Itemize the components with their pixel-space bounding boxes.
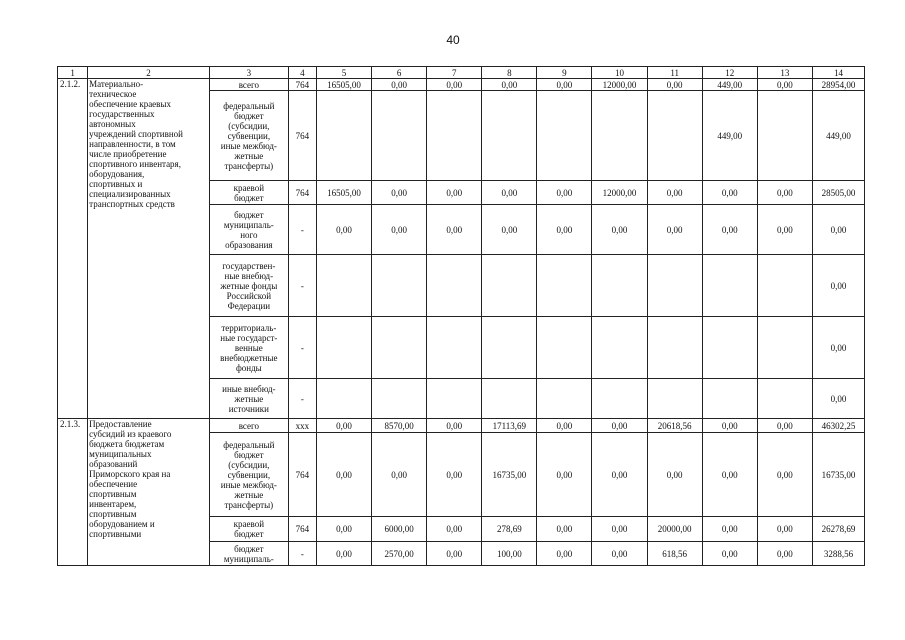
year-value: [647, 255, 702, 317]
year-value: [592, 317, 647, 379]
table-row: [58, 419, 865, 433]
year-value: 12000,00: [592, 79, 647, 91]
year-value: 0,00: [592, 517, 647, 542]
year-value: [537, 317, 592, 379]
year-value: [482, 91, 537, 181]
item-name-line: оборудования,: [89, 169, 145, 179]
total-value: 28505,00: [812, 181, 864, 205]
funding-source-line: всего: [238, 79, 259, 90]
column-header: 7: [427, 67, 482, 79]
budget-code: -: [288, 379, 316, 419]
page-number: 40: [446, 33, 460, 47]
year-value: 449,00: [702, 91, 757, 181]
year-value: 0,00: [757, 181, 812, 205]
column-header: 6: [372, 67, 427, 79]
year-value: 0,00: [592, 205, 647, 255]
funding-source-line: иные внебюд-: [222, 383, 276, 394]
year-value: 0,00: [647, 79, 702, 91]
column-header: 3: [209, 67, 288, 79]
year-value: 0,00: [757, 433, 812, 517]
year-value: [427, 91, 482, 181]
year-value: 0,00: [537, 181, 592, 205]
year-value: [372, 317, 427, 379]
year-value: [316, 379, 371, 419]
funding-source-line: жетные: [234, 150, 264, 161]
column-header: 11: [647, 67, 702, 79]
funding-source: [209, 542, 288, 566]
year-value: 0,00: [702, 181, 757, 205]
funding-source: [209, 79, 288, 91]
funding-source-line: федеральный: [223, 100, 275, 111]
year-value: 0,00: [702, 205, 757, 255]
item-name-line: образований: [89, 459, 138, 469]
funding-source-line: иные межбюд-: [220, 140, 277, 151]
funding-source-line: федеральный: [223, 439, 275, 450]
year-value: [537, 255, 592, 317]
year-value: 6000,00: [372, 517, 427, 542]
column-header: 2: [88, 67, 210, 79]
table-body: [58, 67, 865, 566]
funding-source-line: бюджет: [234, 543, 264, 554]
total-value: 449,00: [812, 91, 864, 181]
column-header: 4: [288, 67, 316, 79]
total-value: 16735,00: [812, 433, 864, 517]
funding-source-line: Федерации: [227, 300, 271, 311]
column-header: 13: [757, 67, 812, 79]
item-name: [88, 79, 210, 419]
year-value: 0,00: [372, 79, 427, 91]
year-value: [482, 379, 537, 419]
item-name-line: обеспечение краевых: [89, 99, 171, 109]
year-value: [372, 91, 427, 181]
funding-source-line: источники: [228, 403, 269, 414]
year-value: 16505,00: [316, 181, 371, 205]
year-value: 0,00: [757, 517, 812, 542]
item-name-line: специализированных: [89, 189, 171, 199]
column-header: 8: [482, 67, 537, 79]
year-value: [757, 91, 812, 181]
funding-source-line: трансферты): [224, 499, 274, 510]
item-name-line: субсидий из краевого: [89, 429, 172, 439]
funding-source-line: ного: [240, 229, 258, 240]
budget-code: 764: [288, 181, 316, 205]
year-value: 0,00: [427, 517, 482, 542]
item-name-line: автономных: [89, 119, 136, 129]
year-value: [427, 379, 482, 419]
item-name-line: техническое: [89, 89, 137, 99]
item-number: 2.1.3.: [58, 419, 88, 566]
year-value: 100,00: [482, 542, 537, 566]
item-name-line: государственных: [89, 109, 155, 119]
funding-source: [209, 181, 288, 205]
year-value: [592, 91, 647, 181]
year-value: [702, 379, 757, 419]
year-value: 0,00: [482, 79, 537, 91]
year-value: 17113,69: [482, 419, 537, 433]
year-value: [702, 255, 757, 317]
year-value: 2570,00: [372, 542, 427, 566]
year-value: 0,00: [427, 79, 482, 91]
budget-code: -: [288, 255, 316, 317]
year-value: [537, 91, 592, 181]
column-header: 12: [702, 67, 757, 79]
funding-source-line: субвенции,: [227, 130, 271, 141]
year-value: 0,00: [537, 205, 592, 255]
funding-source: [209, 379, 288, 419]
year-value: 0,00: [316, 542, 371, 566]
year-value: 449,00: [702, 79, 757, 91]
funding-source-line: краевой: [233, 519, 265, 529]
year-value: 20618,56: [647, 419, 702, 433]
year-value: [757, 379, 812, 419]
funding-source-line: бюджет: [234, 209, 264, 220]
item-name-line: числе приобретение: [89, 149, 167, 159]
item-name-line: инвентарем,: [89, 499, 137, 509]
funding-source-line: жетные фонды: [220, 280, 278, 291]
year-value: 16505,00: [316, 79, 371, 91]
budget-table: [57, 66, 865, 566]
year-value: 0,00: [537, 433, 592, 517]
year-value: 0,00: [647, 181, 702, 205]
year-value: [482, 317, 537, 379]
year-value: [592, 255, 647, 317]
funding-source: [209, 205, 288, 255]
year-value: 20000,00: [647, 517, 702, 542]
year-value: [316, 255, 371, 317]
year-value: 278,69: [482, 517, 537, 542]
year-value: [316, 317, 371, 379]
year-value: 0,00: [427, 419, 482, 433]
item-name-line: транспортных средств: [89, 199, 175, 209]
year-value: [316, 91, 371, 181]
column-header: 1: [58, 67, 88, 79]
year-value: 0,00: [372, 433, 427, 517]
year-value: 0,00: [372, 205, 427, 255]
total-value: 0,00: [812, 255, 864, 317]
item-name-line: спортивных и: [89, 179, 143, 189]
funding-source-line: трансферты): [224, 160, 274, 171]
year-value: 0,00: [592, 542, 647, 566]
funding-source-line: венные: [234, 342, 263, 353]
column-header: 5: [316, 67, 371, 79]
funding-source-line: жетные: [234, 393, 264, 404]
funding-source: [209, 517, 288, 542]
table-row: [58, 79, 865, 91]
funding-source: [209, 91, 288, 181]
budget-code: -: [288, 205, 316, 255]
year-value: 0,00: [757, 419, 812, 433]
funding-source-line: государствен-: [222, 260, 276, 271]
year-value: [592, 379, 647, 419]
year-value: 0,00: [482, 205, 537, 255]
funding-source-line: иные межбюд-: [220, 479, 277, 490]
budget-code: ххх: [288, 419, 316, 433]
header-row: [58, 67, 865, 79]
funding-source-line: жетные: [234, 489, 264, 500]
year-value: 0,00: [482, 181, 537, 205]
item-name-line: муниципальных: [89, 449, 152, 459]
year-value: [647, 91, 702, 181]
year-value: 0,00: [537, 419, 592, 433]
funding-source-line: территориаль-: [221, 322, 277, 333]
item-name-line: спортивным: [89, 489, 137, 499]
item-number: 2.1.2.: [58, 79, 88, 419]
item-name-line: Материально-: [89, 79, 144, 89]
item-name-line: бюджета бюджетам: [89, 439, 165, 449]
item-name-line: спортивным: [89, 509, 137, 519]
funding-source-line: бюджет: [234, 449, 264, 460]
year-value: [372, 255, 427, 317]
funding-source-line: внебюджетные: [220, 352, 278, 363]
column-header: 9: [537, 67, 592, 79]
year-value: 0,00: [757, 205, 812, 255]
funding-source-line: ные внебюд-: [224, 270, 274, 281]
budget-code: 764: [288, 79, 316, 91]
year-value: [647, 317, 702, 379]
year-value: 0,00: [427, 181, 482, 205]
budget-code: -: [288, 317, 316, 379]
year-value: [757, 255, 812, 317]
funding-source-line: (субсидии,: [228, 459, 270, 470]
year-value: [702, 317, 757, 379]
funding-source-line: субвенции,: [227, 469, 271, 480]
year-value: 0,00: [757, 79, 812, 91]
funding-source-line: фонды: [235, 362, 262, 373]
year-value: 0,00: [702, 433, 757, 517]
year-value: 0,00: [647, 205, 702, 255]
year-value: 0,00: [316, 205, 371, 255]
total-value: 0,00: [812, 205, 864, 255]
year-value: 0,00: [427, 433, 482, 517]
funding-source: [209, 433, 288, 517]
year-value: [537, 379, 592, 419]
year-value: [482, 255, 537, 317]
budget-code: 764: [288, 433, 316, 517]
year-value: 16735,00: [482, 433, 537, 517]
year-value: 0,00: [537, 79, 592, 91]
item-name-line: обеспечение: [89, 479, 138, 489]
funding-source-line: краевой: [233, 182, 265, 193]
budget-code: -: [288, 542, 316, 566]
total-value: 0,00: [812, 379, 864, 419]
funding-source-line: бюджет: [234, 110, 264, 121]
funding-source-line: бюджет: [234, 529, 264, 539]
year-value: 8570,00: [372, 419, 427, 433]
year-value: [757, 317, 812, 379]
funding-source-line: Российской: [226, 290, 272, 301]
year-value: 0,00: [427, 542, 482, 566]
year-value: 0,00: [592, 433, 647, 517]
column-header: 14: [812, 67, 864, 79]
item-name-line: Приморского края на: [89, 469, 171, 479]
column-header: 10: [592, 67, 647, 79]
funding-source: [209, 255, 288, 317]
year-value: 0,00: [757, 542, 812, 566]
year-value: 0,00: [316, 419, 371, 433]
item-name-line: спортивными: [89, 529, 142, 539]
total-value: 28954,00: [812, 79, 864, 91]
year-value: [647, 379, 702, 419]
item-name-line: спортивного инвентаря,: [89, 159, 181, 169]
year-value: 0,00: [427, 205, 482, 255]
item-name: [88, 419, 210, 566]
year-value: 0,00: [647, 433, 702, 517]
funding-source-line: образования: [225, 239, 273, 250]
total-value: 0,00: [812, 317, 864, 379]
year-value: 0,00: [316, 433, 371, 517]
item-name-line: оборудованием и: [89, 519, 155, 529]
item-name-line: Предоставление: [89, 419, 152, 429]
year-value: [427, 255, 482, 317]
year-value: 0,00: [372, 181, 427, 205]
year-value: 0,00: [537, 517, 592, 542]
funding-source: [209, 317, 288, 379]
year-value: 0,00: [537, 542, 592, 566]
funding-source-line: муниципаль-: [223, 553, 274, 564]
year-value: [427, 317, 482, 379]
total-value: 3288,56: [812, 542, 864, 566]
funding-source-line: (субсидии,: [228, 120, 270, 131]
year-value: 0,00: [702, 419, 757, 433]
year-value: 0,00: [702, 542, 757, 566]
funding-source-line: бюджет: [234, 192, 264, 203]
year-value: 618,56: [647, 542, 702, 566]
year-value: 12000,00: [592, 181, 647, 205]
budget-code: 764: [288, 517, 316, 542]
year-value: 0,00: [592, 419, 647, 433]
budget-code: 764: [288, 91, 316, 181]
year-value: 0,00: [316, 517, 371, 542]
total-value: 26278,69: [812, 517, 864, 542]
item-name-line: направленности, в том: [89, 139, 176, 149]
funding-source-line: ные государст-: [220, 332, 278, 343]
year-value: [372, 379, 427, 419]
funding-source-line: всего: [238, 420, 259, 431]
funding-source-line: муниципаль-: [223, 219, 274, 230]
funding-source: [209, 419, 288, 433]
year-value: 0,00: [702, 517, 757, 542]
total-value: 46302,25: [812, 419, 864, 433]
item-name-line: учреждений спортивной: [89, 129, 183, 139]
